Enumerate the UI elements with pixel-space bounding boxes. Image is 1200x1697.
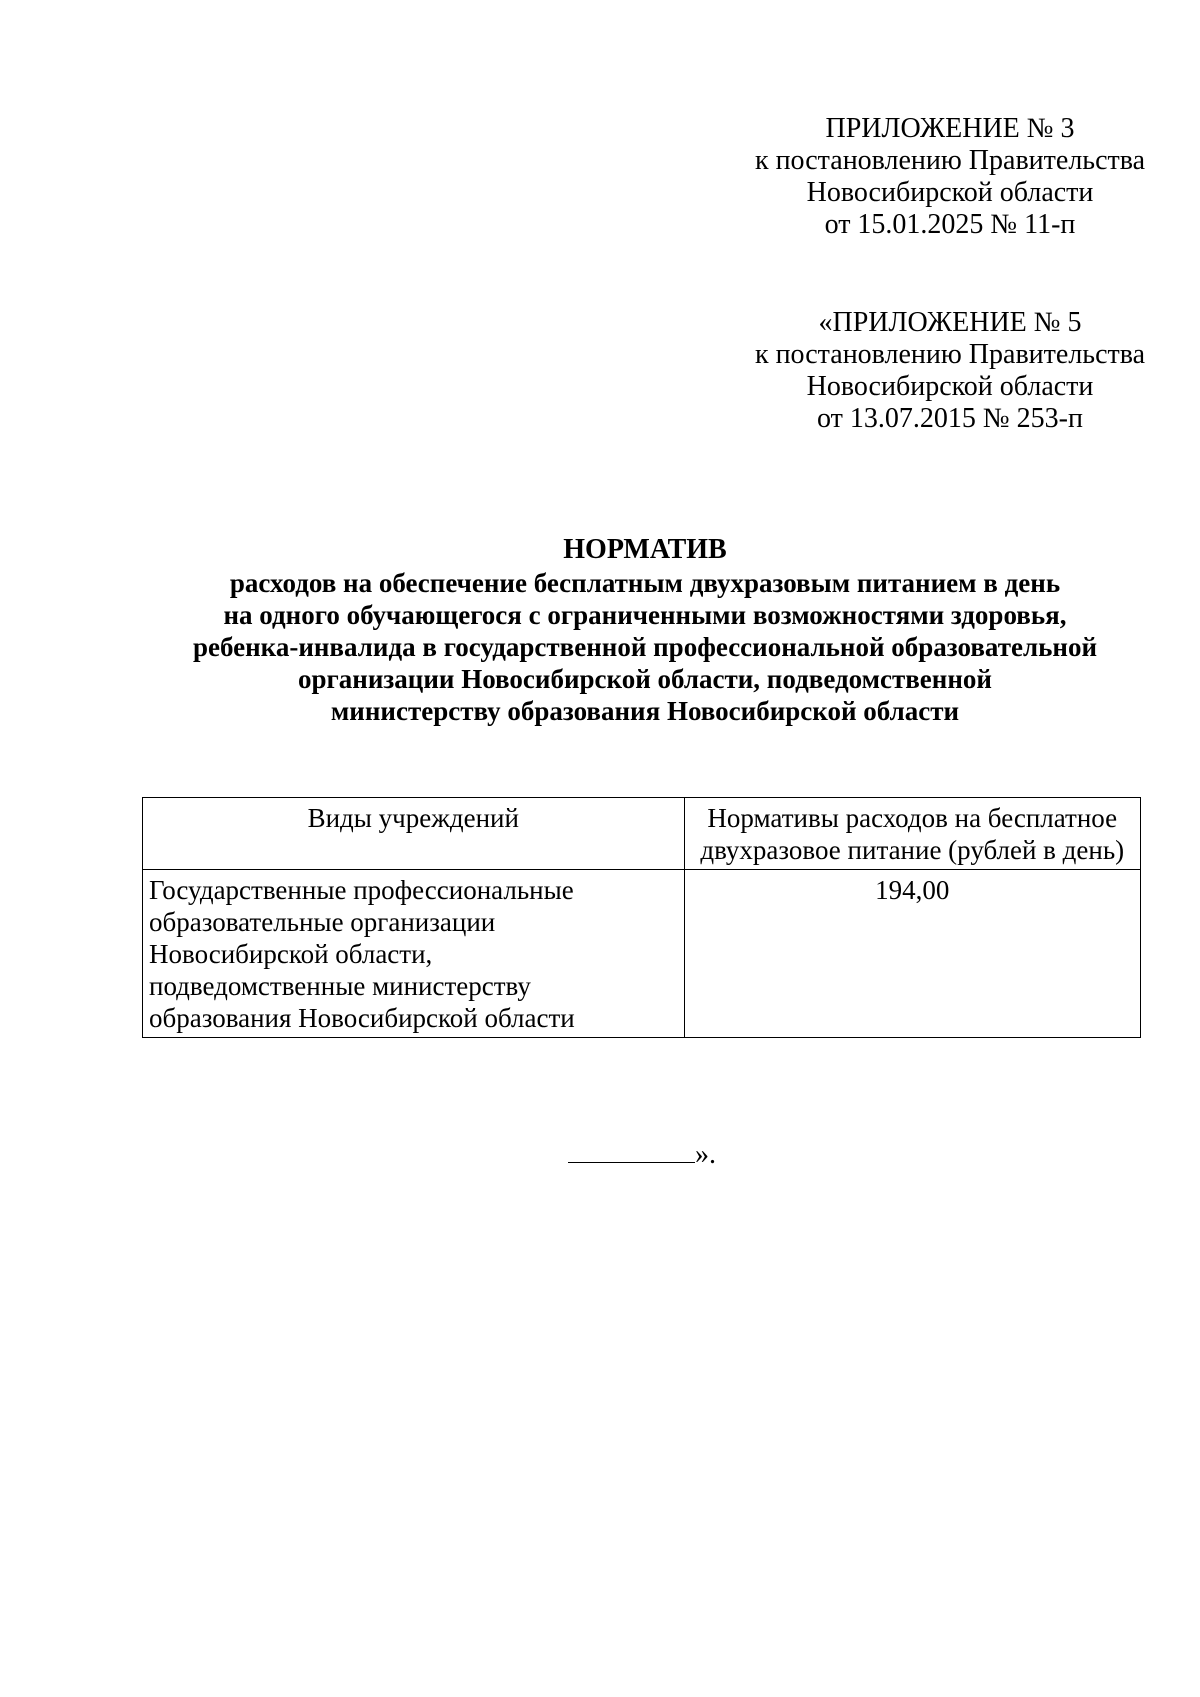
appendix-region-line: Новосибирской области: [806, 371, 1094, 402]
appendix-header-amended: [740, 307, 1160, 435]
appendix-date-number: от 13.07.2015 № 253-п: [817, 403, 1083, 434]
document-subtitle-line: организации Новосибирской области, подведомственной: [298, 664, 992, 694]
document-subtitle-line: на одного обучающегося с ограниченными возможностями здоровья,: [223, 600, 1067, 630]
header-cell-expense-norms: [684, 798, 1140, 870]
appendix-region-line: Новосибирской области: [806, 177, 1094, 208]
appendix-date-number: от 15.01.2025 № 11-п: [824, 209, 1076, 240]
document-subtitle-line: расходов на обеспечение бесплатным двухразовым питанием в день: [229, 568, 1061, 598]
table-row: [143, 870, 1141, 1038]
table-header-row: [143, 798, 1141, 870]
header-cell-text: двухразовое питание (рублей в день): [700, 835, 1125, 865]
document-subtitle-line: ребенка-инвалида в государственной профессиональной образовательной: [193, 632, 1097, 662]
document-subtitle-line: министерству образования Новосибирской области: [330, 696, 960, 726]
norm-value-cell: [684, 870, 1140, 1038]
appendix-resolution-line: к постановлению Правительства: [754, 145, 1146, 176]
norm-value: 194,00: [875, 875, 950, 905]
institution-text-line: образования Новосибирской области: [149, 1003, 575, 1033]
closing-quote: ».: [695, 1139, 716, 1170]
header-cell-text: Виды учреждений: [307, 803, 519, 833]
appendix-number: ПРИЛОЖЕНИЕ № 3: [825, 113, 1075, 144]
appendix-number: «ПРИЛОЖЕНИЕ № 5: [818, 307, 1082, 338]
institution-cell: [143, 870, 685, 1038]
document-title-block: [120, 534, 1170, 727]
appendix-resolution-line: к постановлению Правительства: [754, 339, 1146, 370]
signature-blank-underline: [568, 1136, 695, 1163]
header-cell-institution-types: [143, 798, 685, 870]
norms-table: [142, 797, 1141, 1038]
institution-text-line: подведомственные министерству: [149, 971, 531, 1001]
institution-text-line: образовательные организации: [149, 907, 496, 937]
document-title: НОРМАТИВ: [563, 534, 727, 565]
institution-text-line: Государственные профессиональные: [149, 875, 574, 905]
closing-line: [568, 1136, 716, 1171]
institution-text-line: Новосибирской области,: [149, 939, 433, 969]
appendix-header-current: [740, 113, 1160, 241]
header-cell-text: Нормативы расходов на бесплатное: [707, 803, 1118, 833]
